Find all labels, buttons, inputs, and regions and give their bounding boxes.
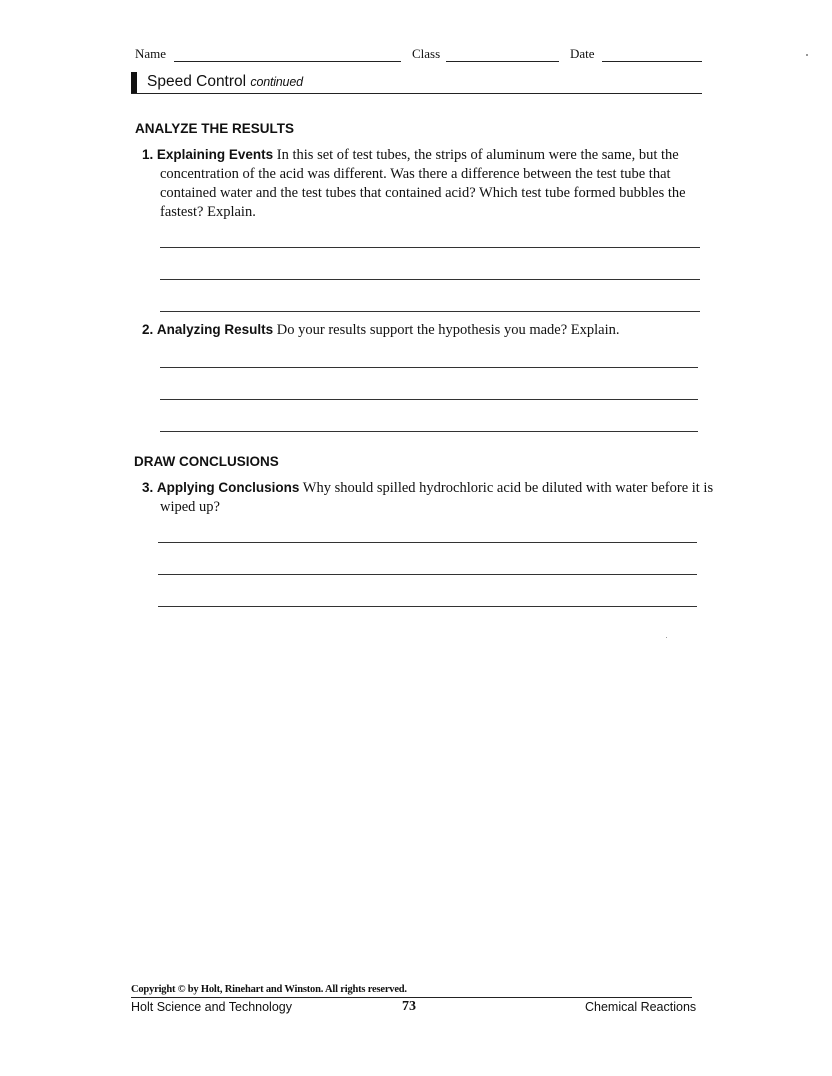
question-3-lead: Applying Conclusions bbox=[156, 480, 300, 495]
date-field[interactable] bbox=[602, 61, 702, 62]
footer-rule bbox=[131, 997, 692, 998]
question-2-number: 2. bbox=[142, 322, 154, 337]
scan-speck bbox=[666, 637, 667, 638]
answer-1-line-3[interactable] bbox=[160, 311, 700, 312]
title-rule bbox=[131, 93, 702, 94]
answer-3-line-1[interactable] bbox=[158, 542, 697, 543]
page-title-suffix: continued bbox=[250, 75, 303, 89]
page-number: 73 bbox=[402, 999, 416, 1014]
title-marker bbox=[131, 72, 137, 94]
class-field[interactable] bbox=[446, 61, 559, 62]
question-2-text: Do your results support the hypothesis you made? Explain. bbox=[276, 322, 620, 338]
page-title-text: Speed Control bbox=[147, 73, 247, 90]
page-title bbox=[147, 73, 303, 91]
class-label: Class bbox=[412, 46, 441, 61]
question-1-text: In this set of test tubes, the strips of aluminum were the same, but the concentration of the acid was different. Was there a difference between the test tube that contained water and the test tubes that contained acid? Which test tube formed bubbles the fastest? Explain. bbox=[160, 147, 686, 220]
question-2-lead: Analyzing Results bbox=[156, 322, 274, 337]
copyright-notice: Copyright © by Holt, Rinehart and Winston. All rights reserved. bbox=[131, 984, 407, 995]
scan-speck bbox=[806, 54, 808, 56]
question-1 bbox=[142, 145, 716, 222]
publisher-label: Holt Science and Technology bbox=[131, 1000, 292, 1014]
name-label: Name bbox=[135, 46, 167, 61]
chapter-label: Chemical Reactions bbox=[585, 1000, 697, 1014]
question-3-number: 3. bbox=[142, 480, 154, 495]
answer-3-line-2[interactable] bbox=[158, 574, 697, 575]
analyze-heading: ANALYZE THE RESULTS bbox=[135, 121, 295, 136]
question-3-text: Why should spilled hydrochloric acid be diluted with water before it is wiped up? bbox=[160, 480, 714, 515]
question-1-number: 1. bbox=[142, 147, 154, 162]
date-label: Date bbox=[570, 46, 595, 61]
answer-1-line-1[interactable] bbox=[160, 247, 700, 248]
draw-heading: DRAW CONCLUSIONS bbox=[134, 454, 279, 469]
answer-2-line-2[interactable] bbox=[160, 399, 698, 400]
answer-2-line-3[interactable] bbox=[160, 431, 698, 432]
answer-1-line-2[interactable] bbox=[160, 279, 700, 280]
question-1-lead: Explaining Events bbox=[156, 147, 274, 162]
question-2 bbox=[142, 320, 716, 340]
answer-2-line-1[interactable] bbox=[160, 367, 698, 368]
answer-3-line-3[interactable] bbox=[158, 606, 697, 607]
name-field[interactable] bbox=[174, 61, 401, 62]
question-3 bbox=[142, 478, 716, 517]
